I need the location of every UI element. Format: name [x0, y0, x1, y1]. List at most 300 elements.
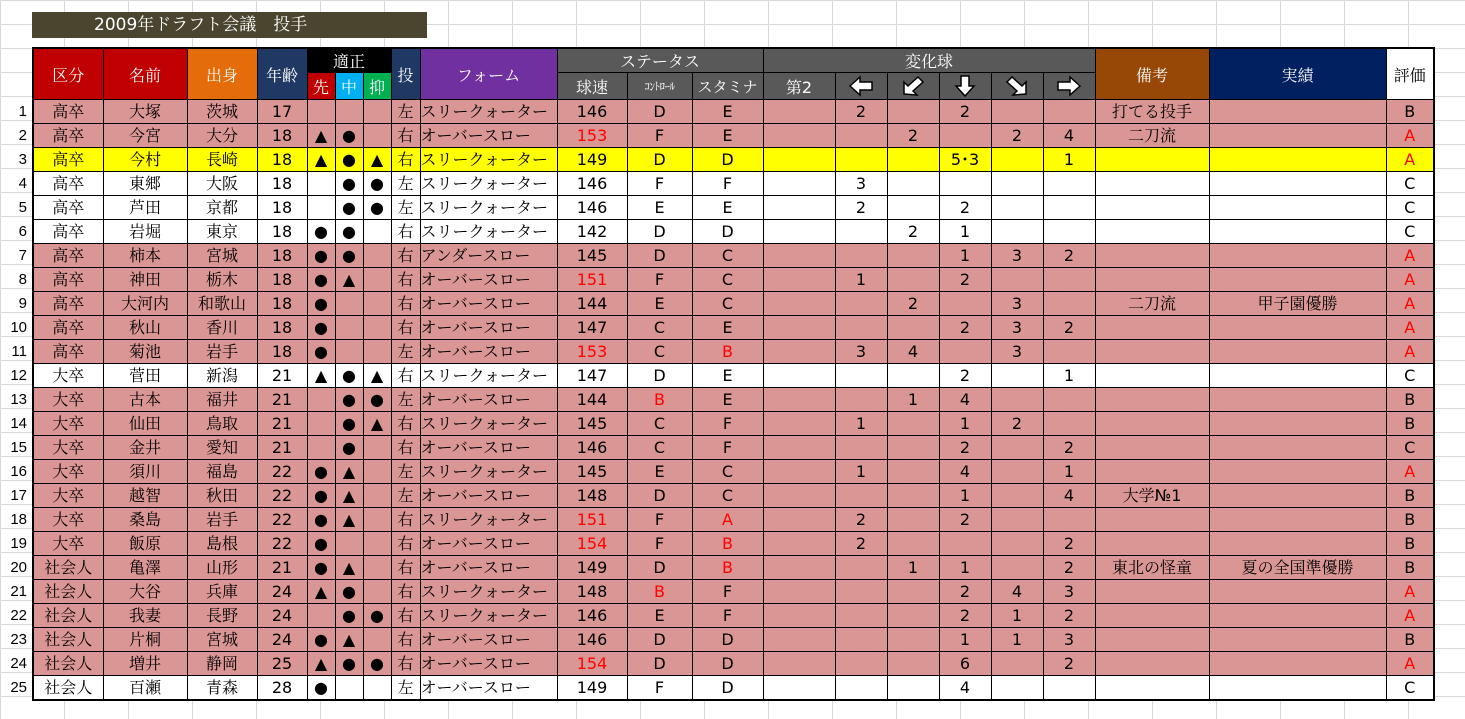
cell-throws[interactable]: 左 [391, 484, 420, 508]
cell-achievements[interactable] [1209, 316, 1386, 340]
cell-kubun[interactable]: 大卒 [33, 460, 103, 484]
cell-control[interactable]: E [627, 604, 692, 628]
cell-control[interactable]: C [627, 340, 692, 364]
cell-throws[interactable]: 右 [391, 148, 420, 172]
cell-form[interactable]: オーバースロー [420, 268, 557, 292]
cell-origin[interactable]: 香川 [187, 316, 257, 340]
cell-down-left[interactable] [887, 244, 939, 268]
cell-age[interactable]: 24 [257, 628, 307, 652]
row-number[interactable]: 5 [18, 199, 27, 216]
cell-down-left[interactable] [887, 316, 939, 340]
cell-closer[interactable] [363, 508, 391, 532]
down-arrow-icon[interactable] [939, 73, 991, 100]
cell-form[interactable]: スリークォーター [420, 148, 557, 172]
cell-second-pitch[interactable] [763, 316, 835, 340]
cell-origin[interactable]: 秋田 [187, 484, 257, 508]
cell-age[interactable]: 18 [257, 124, 307, 148]
cell-kubun[interactable]: 大卒 [33, 364, 103, 388]
cell-origin[interactable]: 青森 [187, 676, 257, 701]
cell-starter[interactable] [307, 100, 335, 124]
cell-middle[interactable]: ● [335, 388, 363, 412]
cell-down-left[interactable]: 1 [887, 388, 939, 412]
cell-rating[interactable]: A [1386, 340, 1434, 364]
header-stamina[interactable]: スタミナ [692, 73, 763, 100]
cell-closer[interactable]: ● [363, 388, 391, 412]
cell-notes[interactable] [1095, 316, 1209, 340]
cell-notes[interactable]: 二刀流 [1095, 124, 1209, 148]
left-arrow-icon[interactable] [835, 73, 887, 100]
cell-speed[interactable]: 154 [557, 532, 627, 556]
cell-starter[interactable]: ● [307, 484, 335, 508]
cell-second-pitch[interactable] [763, 652, 835, 676]
cell-down-right[interactable]: 3 [991, 340, 1043, 364]
cell-left[interactable] [835, 556, 887, 580]
cell-closer[interactable] [363, 628, 391, 652]
cell-age[interactable]: 28 [257, 676, 307, 701]
cell-speed[interactable]: 145 [557, 412, 627, 436]
row-number[interactable]: 23 [10, 631, 27, 648]
cell-control[interactable]: C [627, 316, 692, 340]
cell-age[interactable]: 18 [257, 172, 307, 196]
cell-down[interactable] [939, 532, 991, 556]
cell-left[interactable] [835, 388, 887, 412]
cell-middle[interactable]: ● [335, 652, 363, 676]
cell-notes[interactable] [1095, 196, 1209, 220]
cell-achievements[interactable] [1209, 124, 1386, 148]
header-notes[interactable]: 備考 [1095, 48, 1209, 100]
cell-speed[interactable]: 147 [557, 364, 627, 388]
cell-achievements[interactable] [1209, 604, 1386, 628]
cell-throws[interactable]: 左 [391, 196, 420, 220]
cell-second-pitch[interactable] [763, 676, 835, 701]
cell-second-pitch[interactable] [763, 580, 835, 604]
cell-starter[interactable]: ● [307, 676, 335, 701]
cell-second-pitch[interactable] [763, 172, 835, 196]
cell-starter[interactable] [307, 436, 335, 460]
cell-closer[interactable] [363, 436, 391, 460]
cell-left[interactable] [835, 316, 887, 340]
row-number[interactable]: 3 [18, 151, 27, 168]
row-number[interactable]: 6 [18, 223, 27, 240]
cell-stamina[interactable]: C [692, 460, 763, 484]
cell-speed[interactable]: 146 [557, 196, 627, 220]
cell-rating[interactable]: B [1386, 532, 1434, 556]
cell-origin[interactable]: 和歌山 [187, 292, 257, 316]
cell-age[interactable]: 25 [257, 652, 307, 676]
cell-second-pitch[interactable] [763, 100, 835, 124]
cell-middle[interactable]: ▲ [335, 556, 363, 580]
cell-down[interactable] [939, 292, 991, 316]
cell-throws[interactable]: 右 [391, 268, 420, 292]
cell-right[interactable]: 4 [1043, 124, 1095, 148]
cell-left[interactable]: 2 [835, 508, 887, 532]
cell-age[interactable]: 18 [257, 316, 307, 340]
header-second-pitch[interactable]: 第2 [763, 73, 835, 100]
cell-second-pitch[interactable] [763, 292, 835, 316]
cell-origin[interactable]: 鳥取 [187, 412, 257, 436]
cell-achievements[interactable] [1209, 268, 1386, 292]
cell-starter[interactable]: ● [307, 268, 335, 292]
header-origin[interactable]: 出身 [187, 48, 257, 100]
cell-origin[interactable]: 島根 [187, 532, 257, 556]
cell-name[interactable]: 大谷 [103, 580, 187, 604]
cell-origin[interactable]: 長崎 [187, 148, 257, 172]
cell-origin[interactable]: 新潟 [187, 364, 257, 388]
cell-starter[interactable]: ● [307, 556, 335, 580]
cell-name[interactable]: 今村 [103, 148, 187, 172]
cell-origin[interactable]: 愛知 [187, 436, 257, 460]
cell-name[interactable]: 仙田 [103, 412, 187, 436]
cell-notes[interactable] [1095, 412, 1209, 436]
cell-notes[interactable]: 打てる投手 [1095, 100, 1209, 124]
header-form[interactable]: フォーム [420, 48, 557, 100]
cell-right[interactable]: 3 [1043, 628, 1095, 652]
cell-second-pitch[interactable] [763, 556, 835, 580]
cell-control[interactable]: F [627, 124, 692, 148]
cell-form[interactable]: オーバースロー [420, 652, 557, 676]
header-starter[interactable]: 先 [307, 73, 335, 100]
cell-kubun[interactable]: 大卒 [33, 484, 103, 508]
cell-speed[interactable]: 149 [557, 148, 627, 172]
cell-age[interactable]: 21 [257, 412, 307, 436]
cell-achievements[interactable] [1209, 172, 1386, 196]
cell-right[interactable]: 4 [1043, 484, 1095, 508]
cell-down-right[interactable] [991, 196, 1043, 220]
cell-middle[interactable]: ● [335, 196, 363, 220]
cell-name[interactable]: 須川 [103, 460, 187, 484]
cell-stamina[interactable]: E [692, 124, 763, 148]
cell-throws[interactable]: 右 [391, 412, 420, 436]
cell-middle[interactable]: ● [335, 124, 363, 148]
cell-middle[interactable] [335, 676, 363, 701]
cell-down[interactable]: 4 [939, 388, 991, 412]
cell-middle[interactable]: ● [335, 244, 363, 268]
cell-form[interactable]: オーバースロー [420, 388, 557, 412]
cell-kubun[interactable]: 社会人 [33, 676, 103, 701]
cell-kubun[interactable]: 大卒 [33, 436, 103, 460]
cell-name[interactable]: 大河内 [103, 292, 187, 316]
cell-achievements[interactable] [1209, 508, 1386, 532]
cell-right[interactable]: 2 [1043, 436, 1095, 460]
cell-down[interactable]: 4 [939, 460, 991, 484]
cell-second-pitch[interactable] [763, 412, 835, 436]
cell-age[interactable]: 22 [257, 484, 307, 508]
cell-closer[interactable] [363, 244, 391, 268]
cell-left[interactable]: 1 [835, 268, 887, 292]
cell-throws[interactable]: 左 [391, 100, 420, 124]
cell-speed[interactable]: 146 [557, 172, 627, 196]
cell-origin[interactable]: 宮城 [187, 628, 257, 652]
table-row[interactable] [33, 364, 1434, 388]
cell-achievements[interactable] [1209, 364, 1386, 388]
cell-age[interactable]: 18 [257, 196, 307, 220]
cell-form[interactable]: スリークォーター [420, 604, 557, 628]
cell-name[interactable]: 菊池 [103, 340, 187, 364]
cell-closer[interactable]: ● [363, 196, 391, 220]
cell-rating[interactable]: B [1386, 100, 1434, 124]
cell-origin[interactable]: 宮城 [187, 244, 257, 268]
cell-starter[interactable]: ● [307, 508, 335, 532]
cell-notes[interactable] [1095, 148, 1209, 172]
cell-notes[interactable]: 二刀流 [1095, 292, 1209, 316]
down-left-arrow-icon[interactable] [887, 73, 939, 100]
cell-rating[interactable]: A [1386, 652, 1434, 676]
table-row[interactable] [33, 652, 1434, 676]
cell-notes[interactable] [1095, 532, 1209, 556]
cell-name[interactable]: 古本 [103, 388, 187, 412]
cell-stamina[interactable]: F [692, 172, 763, 196]
cell-down[interactable]: 2 [939, 196, 991, 220]
cell-left[interactable] [835, 652, 887, 676]
table-row[interactable] [33, 412, 1434, 436]
row-number[interactable]: 13 [10, 391, 27, 408]
row-number[interactable]: 9 [18, 295, 27, 312]
cell-speed[interactable]: 153 [557, 124, 627, 148]
cell-right[interactable] [1043, 172, 1095, 196]
cell-throws[interactable]: 右 [391, 652, 420, 676]
cell-closer[interactable] [363, 292, 391, 316]
cell-middle[interactable]: ● [335, 436, 363, 460]
header-achievements[interactable]: 実績 [1209, 48, 1386, 100]
header-rating[interactable]: 評価 [1386, 48, 1434, 100]
cell-stamina[interactable]: F [692, 412, 763, 436]
cell-down-left[interactable] [887, 532, 939, 556]
cell-middle[interactable]: ● [335, 412, 363, 436]
cell-control[interactable]: F [627, 532, 692, 556]
cell-speed[interactable]: 146 [557, 628, 627, 652]
row-number[interactable]: 4 [18, 175, 27, 192]
cell-left[interactable]: 1 [835, 460, 887, 484]
cell-notes[interactable] [1095, 652, 1209, 676]
cell-kubun[interactable]: 高卒 [33, 220, 103, 244]
cell-form[interactable]: スリークォーター [420, 220, 557, 244]
cell-rating[interactable]: A [1386, 124, 1434, 148]
cell-form[interactable]: スリークォーター [420, 580, 557, 604]
cell-speed[interactable]: 144 [557, 292, 627, 316]
cell-stamina[interactable]: D [692, 148, 763, 172]
cell-right[interactable] [1043, 100, 1095, 124]
cell-down-left[interactable]: 2 [887, 292, 939, 316]
cell-second-pitch[interactable] [763, 484, 835, 508]
cell-right[interactable]: 2 [1043, 532, 1095, 556]
cell-down-left[interactable] [887, 268, 939, 292]
cell-name[interactable]: 越智 [103, 484, 187, 508]
row-number[interactable]: 1 [18, 103, 27, 120]
cell-down[interactable]: 6 [939, 652, 991, 676]
cell-name[interactable]: 増井 [103, 652, 187, 676]
cell-down-right[interactable] [991, 364, 1043, 388]
header-speed[interactable]: 球速 [557, 73, 627, 100]
cell-left[interactable]: 2 [835, 532, 887, 556]
cell-down-right[interactable] [991, 172, 1043, 196]
cell-rating[interactable]: A [1386, 148, 1434, 172]
cell-origin[interactable]: 大阪 [187, 172, 257, 196]
cell-starter[interactable]: ● [307, 292, 335, 316]
cell-second-pitch[interactable] [763, 148, 835, 172]
cell-control[interactable]: D [627, 244, 692, 268]
cell-speed[interactable]: 146 [557, 604, 627, 628]
cell-name[interactable]: 芦田 [103, 196, 187, 220]
cell-rating[interactable]: A [1386, 244, 1434, 268]
cell-closer[interactable] [363, 484, 391, 508]
cell-closer[interactable] [363, 532, 391, 556]
cell-right[interactable] [1043, 412, 1095, 436]
cell-age[interactable]: 21 [257, 436, 307, 460]
cell-throws[interactable]: 左 [391, 676, 420, 701]
cell-left[interactable] [835, 676, 887, 701]
cell-kubun[interactable]: 高卒 [33, 316, 103, 340]
cell-age[interactable]: 21 [257, 388, 307, 412]
cell-starter[interactable]: ● [307, 532, 335, 556]
cell-name[interactable]: 大塚 [103, 100, 187, 124]
cell-right[interactable] [1043, 220, 1095, 244]
cell-middle[interactable]: ▲ [335, 268, 363, 292]
cell-speed[interactable]: 146 [557, 100, 627, 124]
cell-kubun[interactable]: 大卒 [33, 412, 103, 436]
cell-name[interactable]: 柿本 [103, 244, 187, 268]
cell-right[interactable] [1043, 268, 1095, 292]
cell-name[interactable]: 菅田 [103, 364, 187, 388]
cell-speed[interactable]: 151 [557, 268, 627, 292]
cell-left[interactable] [835, 604, 887, 628]
cell-notes[interactable] [1095, 436, 1209, 460]
cell-down[interactable]: 1 [939, 244, 991, 268]
cell-left[interactable]: 2 [835, 196, 887, 220]
cell-stamina[interactable]: E [692, 196, 763, 220]
row-number[interactable]: 2 [18, 127, 27, 144]
cell-down-left[interactable]: 2 [887, 124, 939, 148]
cell-left[interactable] [835, 436, 887, 460]
cell-down-left[interactable] [887, 172, 939, 196]
cell-age[interactable]: 18 [257, 244, 307, 268]
cell-second-pitch[interactable] [763, 244, 835, 268]
cell-down-left[interactable] [887, 652, 939, 676]
cell-form[interactable]: オーバースロー [420, 676, 557, 701]
cell-down[interactable] [939, 172, 991, 196]
cell-achievements[interactable] [1209, 100, 1386, 124]
cell-down-right[interactable] [991, 508, 1043, 532]
cell-second-pitch[interactable] [763, 340, 835, 364]
cell-control[interactable]: E [627, 196, 692, 220]
cell-notes[interactable] [1095, 580, 1209, 604]
cell-down-right[interactable] [991, 676, 1043, 701]
cell-closer[interactable] [363, 268, 391, 292]
cell-stamina[interactable]: D [692, 676, 763, 701]
cell-throws[interactable]: 左 [391, 172, 420, 196]
cell-down-right[interactable]: 4 [991, 580, 1043, 604]
cell-right[interactable]: 1 [1043, 148, 1095, 172]
cell-starter[interactable]: ● [307, 460, 335, 484]
cell-right[interactable] [1043, 340, 1095, 364]
cell-stamina[interactable]: F [692, 580, 763, 604]
cell-left[interactable] [835, 484, 887, 508]
cell-starter[interactable] [307, 604, 335, 628]
cell-form[interactable]: スリークォーター [420, 412, 557, 436]
cell-speed[interactable]: 149 [557, 556, 627, 580]
cell-form[interactable]: スリークォーター [420, 364, 557, 388]
cell-stamina[interactable]: D [692, 220, 763, 244]
row-number[interactable]: 25 [10, 679, 27, 696]
cell-starter[interactable]: ● [307, 316, 335, 340]
cell-kubun[interactable]: 社会人 [33, 556, 103, 580]
cell-control[interactable]: D [627, 556, 692, 580]
cell-middle[interactable]: ● [335, 364, 363, 388]
right-arrow-icon[interactable] [1043, 73, 1095, 100]
cell-control[interactable]: B [627, 580, 692, 604]
cell-name[interactable]: 飯原 [103, 532, 187, 556]
cell-rating[interactable]: C [1386, 220, 1434, 244]
cell-down[interactable]: 2 [939, 508, 991, 532]
cell-stamina[interactable]: E [692, 388, 763, 412]
cell-closer[interactable] [363, 556, 391, 580]
table-row[interactable] [33, 172, 1434, 196]
cell-name[interactable]: 神田 [103, 268, 187, 292]
cell-down-left[interactable] [887, 100, 939, 124]
cell-throws[interactable]: 右 [391, 532, 420, 556]
cell-down-left[interactable] [887, 628, 939, 652]
table-row[interactable] [33, 436, 1434, 460]
cell-name[interactable]: 亀澤 [103, 556, 187, 580]
cell-achievements[interactable] [1209, 412, 1386, 436]
cell-second-pitch[interactable] [763, 436, 835, 460]
cell-rating[interactable]: C [1386, 436, 1434, 460]
cell-left[interactable] [835, 220, 887, 244]
cell-age[interactable]: 17 [257, 100, 307, 124]
cell-left[interactable] [835, 580, 887, 604]
cell-left[interactable] [835, 148, 887, 172]
cell-closer[interactable]: ▲ [363, 412, 391, 436]
cell-left[interactable] [835, 292, 887, 316]
cell-throws[interactable]: 右 [391, 556, 420, 580]
cell-middle[interactable]: ● [335, 220, 363, 244]
cell-control[interactable]: C [627, 412, 692, 436]
cell-down[interactable]: 1 [939, 556, 991, 580]
cell-form[interactable]: オーバースロー [420, 556, 557, 580]
cell-throws[interactable]: 右 [391, 124, 420, 148]
cell-notes[interactable] [1095, 460, 1209, 484]
cell-stamina[interactable]: D [692, 628, 763, 652]
cell-rating[interactable]: A [1386, 268, 1434, 292]
cell-control[interactable]: F [627, 676, 692, 701]
cell-age[interactable]: 22 [257, 508, 307, 532]
cell-rating[interactable]: B [1386, 628, 1434, 652]
cell-throws[interactable]: 右 [391, 436, 420, 460]
cell-right[interactable]: 2 [1043, 652, 1095, 676]
cell-closer[interactable] [363, 100, 391, 124]
cell-stamina[interactable]: D [692, 652, 763, 676]
cell-achievements[interactable] [1209, 484, 1386, 508]
cell-rating[interactable]: A [1386, 292, 1434, 316]
cell-down[interactable]: 2 [939, 316, 991, 340]
cell-middle[interactable]: ● [335, 604, 363, 628]
cell-rating[interactable]: A [1386, 580, 1434, 604]
cell-middle[interactable]: ▲ [335, 484, 363, 508]
cell-throws[interactable]: 右 [391, 316, 420, 340]
cell-speed[interactable]: 147 [557, 316, 627, 340]
cell-name[interactable]: 今宮 [103, 124, 187, 148]
cell-down[interactable]: 1 [939, 220, 991, 244]
cell-form[interactable]: オーバースロー [420, 484, 557, 508]
cell-down-right[interactable]: 3 [991, 292, 1043, 316]
cell-achievements[interactable] [1209, 652, 1386, 676]
cell-origin[interactable]: 東京 [187, 220, 257, 244]
cell-second-pitch[interactable] [763, 532, 835, 556]
cell-down[interactable]: 2 [939, 364, 991, 388]
row-number[interactable]: 15 [10, 439, 27, 456]
cell-achievements[interactable] [1209, 388, 1386, 412]
cell-kubun[interactable]: 高卒 [33, 148, 103, 172]
cell-starter[interactable]: ● [307, 220, 335, 244]
